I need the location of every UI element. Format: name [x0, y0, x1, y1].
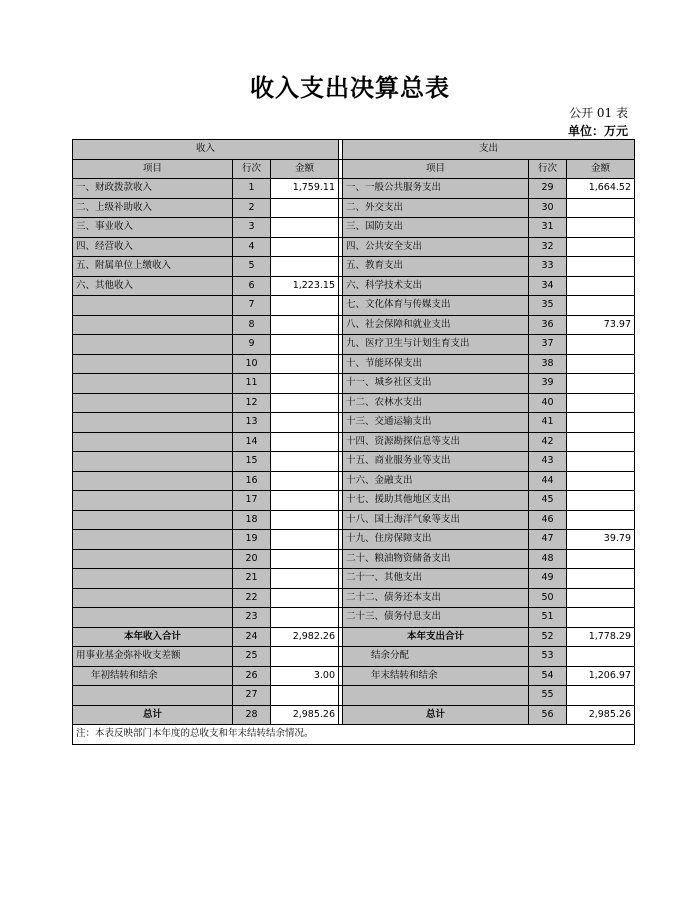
income-amount-cell: [271, 335, 339, 355]
expense-row-no-cell: 39: [529, 374, 567, 394]
income-item-cell: [73, 296, 233, 316]
expense-amount-cell: [567, 569, 635, 589]
income-item-cell: [73, 413, 233, 433]
income-row-no-cell: 11: [233, 374, 271, 394]
income-row-no-cell: 1: [233, 179, 271, 199]
income-amount-cell: [271, 471, 339, 491]
income-row-no-cell: 2: [233, 198, 271, 218]
column-header-row: [73, 159, 635, 179]
income-row-no-cell: 7: [233, 296, 271, 316]
expense-amount-cell: 39.79: [567, 530, 635, 550]
blank-expense-label: [343, 686, 529, 706]
income-row-no-cell: 3: [233, 218, 271, 238]
expense-amount-cell: [567, 452, 635, 472]
grand-income-no: 28: [233, 705, 271, 725]
expense-item-cell: 四、公共安全支出: [343, 237, 529, 257]
summary-row-carryover: [73, 666, 635, 686]
expense-amount-cell: [567, 257, 635, 277]
grand-expense-label: 总计: [343, 705, 529, 725]
income-item-cell: [73, 315, 233, 335]
table-row: [73, 198, 635, 218]
income-row-no-cell: 9: [233, 335, 271, 355]
expense-row-no-cell: 51: [529, 608, 567, 628]
expense-amount-cell: 73.97: [567, 315, 635, 335]
table-row: [73, 374, 635, 394]
summary-row-total: [73, 627, 635, 647]
income-item-cell: [73, 491, 233, 511]
table-row: [73, 413, 635, 433]
expense-item-cell: 十九、住房保障支出: [343, 530, 529, 550]
summary-row-fund: [73, 647, 635, 667]
summary-row-grand-total: [73, 705, 635, 725]
section-header-row: [73, 140, 635, 160]
table-row: [73, 179, 635, 199]
income-item-cell: 三、事业收入: [73, 218, 233, 238]
table-row: [73, 530, 635, 550]
expense-item-cell: 十四、资源勘探信息等支出: [343, 432, 529, 452]
expense-row-no-cell: 37: [529, 335, 567, 355]
expense-item-cell: 十五、商业服务业等支出: [343, 452, 529, 472]
expense-amount-cell: [567, 491, 635, 511]
page-title: 收入支出决算总表: [250, 73, 450, 102]
income-row-no-cell: 16: [233, 471, 271, 491]
income-item-cell: [73, 335, 233, 355]
income-amount-cell: [271, 374, 339, 394]
income-amount-cell: 1,223.15: [271, 276, 339, 296]
end-expense-label: 年末结转和结余: [343, 666, 529, 686]
expense-amount-header: 金额: [567, 159, 635, 179]
expense-amount-cell: [567, 296, 635, 316]
expense-section-header: 支出: [343, 140, 635, 160]
income-item-cell: [73, 471, 233, 491]
blank-income-no: 27: [233, 686, 271, 706]
expense-item-cell: 十七、援助其他地区支出: [343, 491, 529, 511]
table-row: [73, 588, 635, 608]
table-row: [73, 471, 635, 491]
table-row: [73, 569, 635, 589]
expense-item-cell: 一、一般公共服务支出: [343, 179, 529, 199]
expense-row-no-cell: 34: [529, 276, 567, 296]
expense-amount-cell: [567, 549, 635, 569]
income-amount-cell: [271, 491, 339, 511]
fund-expense-label: 结余分配: [343, 647, 529, 667]
expense-amount-cell: [567, 510, 635, 530]
income-item-cell: 一、财政拨款收入: [73, 179, 233, 199]
income-amount-cell: [271, 530, 339, 550]
expense-item-cell: 八、社会保障和就业支出: [343, 315, 529, 335]
income-amount-cell: [271, 432, 339, 452]
expense-row-no-cell: 30: [529, 198, 567, 218]
expense-row-no-cell: 38: [529, 354, 567, 374]
income-item-cell: 二、上级补助收入: [73, 198, 233, 218]
expense-row-no-cell: 43: [529, 452, 567, 472]
table-row: [73, 354, 635, 374]
income-row-no-header: 行次: [233, 159, 271, 179]
income-row-no-cell: 12: [233, 393, 271, 413]
blank-expense-no: 55: [529, 686, 567, 706]
income-row-no-cell: 23: [233, 608, 271, 628]
income-amount-cell: [271, 452, 339, 472]
expense-row-no-cell: 47: [529, 530, 567, 550]
total-expense-amount: 1,778.29: [567, 627, 635, 647]
income-amount-cell: [271, 296, 339, 316]
income-item-cell: [73, 569, 233, 589]
expense-row-no-cell: 45: [529, 491, 567, 511]
income-row-no-cell: 18: [233, 510, 271, 530]
table-row: [73, 296, 635, 316]
income-amount-cell: [271, 393, 339, 413]
income-amount-cell: [271, 257, 339, 277]
income-row-no-cell: 21: [233, 569, 271, 589]
expense-amount-cell: [567, 588, 635, 608]
expense-amount-cell: 1,664.52: [567, 179, 635, 199]
income-row-no-cell: 4: [233, 237, 271, 257]
table-row: [73, 452, 635, 472]
expense-row-no-cell: 36: [529, 315, 567, 335]
expense-amount-cell: [567, 335, 635, 355]
income-row-no-cell: 5: [233, 257, 271, 277]
income-item-cell: 四、经营收入: [73, 237, 233, 257]
total-income-no: 24: [233, 627, 271, 647]
expense-item-cell: 十一、城乡社区支出: [343, 374, 529, 394]
income-item-cell: [73, 354, 233, 374]
fund-expense-no: 53: [529, 647, 567, 667]
expense-item-cell: 七、文化体育与传媒支出: [343, 296, 529, 316]
income-row-no-cell: 13: [233, 413, 271, 433]
table-row: [73, 393, 635, 413]
table-row: [73, 237, 635, 257]
expense-item-cell: 十、节能环保支出: [343, 354, 529, 374]
income-amount-cell: [271, 218, 339, 238]
income-row-no-cell: 15: [233, 452, 271, 472]
table-row: [73, 276, 635, 296]
income-item-cell: 五、附属单位上缴收入: [73, 257, 233, 277]
expense-row-no-cell: 33: [529, 257, 567, 277]
expense-row-no-cell: 32: [529, 237, 567, 257]
income-row-no-cell: 19: [233, 530, 271, 550]
expense-item-cell: 二十三、债务付息支出: [343, 608, 529, 628]
expense-item-cell: 十二、农林水支出: [343, 393, 529, 413]
income-row-no-cell: 20: [233, 549, 271, 569]
fund-expense-amount: [567, 647, 635, 667]
expense-amount-cell: [567, 608, 635, 628]
expense-item-cell: 十三、交通运输支出: [343, 413, 529, 433]
total-expense-label: 本年支出合计: [343, 627, 529, 647]
expense-item-cell: 九、医疗卫生与计划生育支出: [343, 335, 529, 355]
income-item-cell: [73, 530, 233, 550]
income-item-cell: [73, 608, 233, 628]
income-amount-cell: 1,759.11: [271, 179, 339, 199]
expense-amount-cell: [567, 354, 635, 374]
income-row-no-cell: 17: [233, 491, 271, 511]
grand-income-label: 总计: [73, 705, 233, 725]
table-row: [73, 491, 635, 511]
blank-income-label: [73, 686, 233, 706]
table-row: [73, 315, 635, 335]
expense-row-no-cell: 40: [529, 393, 567, 413]
expense-amount-cell: [567, 276, 635, 296]
expense-item-cell: 二十、粮油物资储备支出: [343, 549, 529, 569]
income-item-cell: [73, 374, 233, 394]
table-row: [73, 549, 635, 569]
expense-row-no-cell: 49: [529, 569, 567, 589]
blank-expense-amount: [567, 686, 635, 706]
total-expense-no: 52: [529, 627, 567, 647]
expense-item-header: 项目: [343, 159, 529, 179]
income-item-cell: [73, 588, 233, 608]
total-income-label: 本年收入合计: [73, 627, 233, 647]
expense-row-no-cell: 42: [529, 432, 567, 452]
income-row-no-cell: 8: [233, 315, 271, 335]
income-section-header: 收入: [73, 140, 339, 160]
income-amount-header: 金额: [271, 159, 339, 179]
expense-item-cell: 二十一、其他支出: [343, 569, 529, 589]
expense-row-no-cell: 31: [529, 218, 567, 238]
income-item-cell: [73, 393, 233, 413]
summary-row-blank: [73, 686, 635, 706]
income-amount-cell: [271, 588, 339, 608]
income-item-cell: [73, 432, 233, 452]
grand-expense-amount: 2,985.26: [567, 705, 635, 725]
expense-amount-cell: [567, 198, 635, 218]
income-amount-cell: [271, 237, 339, 257]
expense-item-cell: 三、国防支出: [343, 218, 529, 238]
income-amount-cell: [271, 354, 339, 374]
total-income-amount: 2,982.26: [271, 627, 339, 647]
income-amount-cell: [271, 413, 339, 433]
fund-income-no: 25: [233, 647, 271, 667]
expense-row-no-cell: 46: [529, 510, 567, 530]
income-amount-cell: [271, 608, 339, 628]
income-row-no-cell: 6: [233, 276, 271, 296]
table-row: [73, 257, 635, 277]
income-item-cell: [73, 510, 233, 530]
blank-income-amount: [271, 686, 339, 706]
fund-income-label: 用事业基金弥补收支差额: [73, 647, 233, 667]
fund-income-amount: [271, 647, 339, 667]
expense-item-cell: 十八、国土海洋气象等支出: [343, 510, 529, 530]
expense-row-no-cell: 48: [529, 549, 567, 569]
expense-amount-cell: [567, 218, 635, 238]
expense-row-no-cell: 29: [529, 179, 567, 199]
begin-income-amount: 3.00: [271, 666, 339, 686]
expense-row-no-cell: 50: [529, 588, 567, 608]
final-accounts-table: [72, 139, 635, 745]
begin-income-no: 26: [233, 666, 271, 686]
table-row: [73, 608, 635, 628]
income-amount-cell: [271, 510, 339, 530]
form-number: 公开 01 表: [569, 106, 628, 120]
grand-expense-no: 56: [529, 705, 567, 725]
table-row: [73, 432, 635, 452]
income-row-no-cell: 22: [233, 588, 271, 608]
expense-row-no-header: 行次: [529, 159, 567, 179]
expense-row-no-cell: 44: [529, 471, 567, 491]
expense-amount-cell: [567, 393, 635, 413]
expense-amount-cell: [567, 237, 635, 257]
income-amount-cell: [271, 569, 339, 589]
table-row: [73, 510, 635, 530]
income-row-no-cell: 10: [233, 354, 271, 374]
expense-amount-cell: [567, 413, 635, 433]
table-row: [73, 218, 635, 238]
end-expense-no: 54: [529, 666, 567, 686]
income-amount-cell: [271, 315, 339, 335]
expense-amount-cell: [567, 471, 635, 491]
grand-income-amount: 2,985.26: [271, 705, 339, 725]
expense-item-cell: 二十二、债务还本支出: [343, 588, 529, 608]
income-item-cell: [73, 549, 233, 569]
income-item-header: 项目: [73, 159, 233, 179]
income-amount-cell: [271, 549, 339, 569]
income-item-cell: [73, 452, 233, 472]
end-expense-amount: 1,206.97: [567, 666, 635, 686]
expense-amount-cell: [567, 374, 635, 394]
note-row: [73, 725, 635, 745]
expense-row-no-cell: 35: [529, 296, 567, 316]
expense-item-cell: 二、外交支出: [343, 198, 529, 218]
expense-row-no-cell: 41: [529, 413, 567, 433]
income-row-no-cell: 14: [233, 432, 271, 452]
expense-amount-cell: [567, 432, 635, 452]
expense-item-cell: 十六、金融支出: [343, 471, 529, 491]
income-item-cell: 六、其他收入: [73, 276, 233, 296]
expense-item-cell: 六、科学技术支出: [343, 276, 529, 296]
begin-income-label: 年初结转和结余: [73, 666, 233, 686]
expense-item-cell: 五、教育支出: [343, 257, 529, 277]
table-note: 注：本表反映部门本年度的总收支和年末结转结余情况。: [73, 725, 635, 745]
income-amount-cell: [271, 198, 339, 218]
unit-label: 单位：万元: [567, 124, 628, 138]
table-row: [73, 335, 635, 355]
